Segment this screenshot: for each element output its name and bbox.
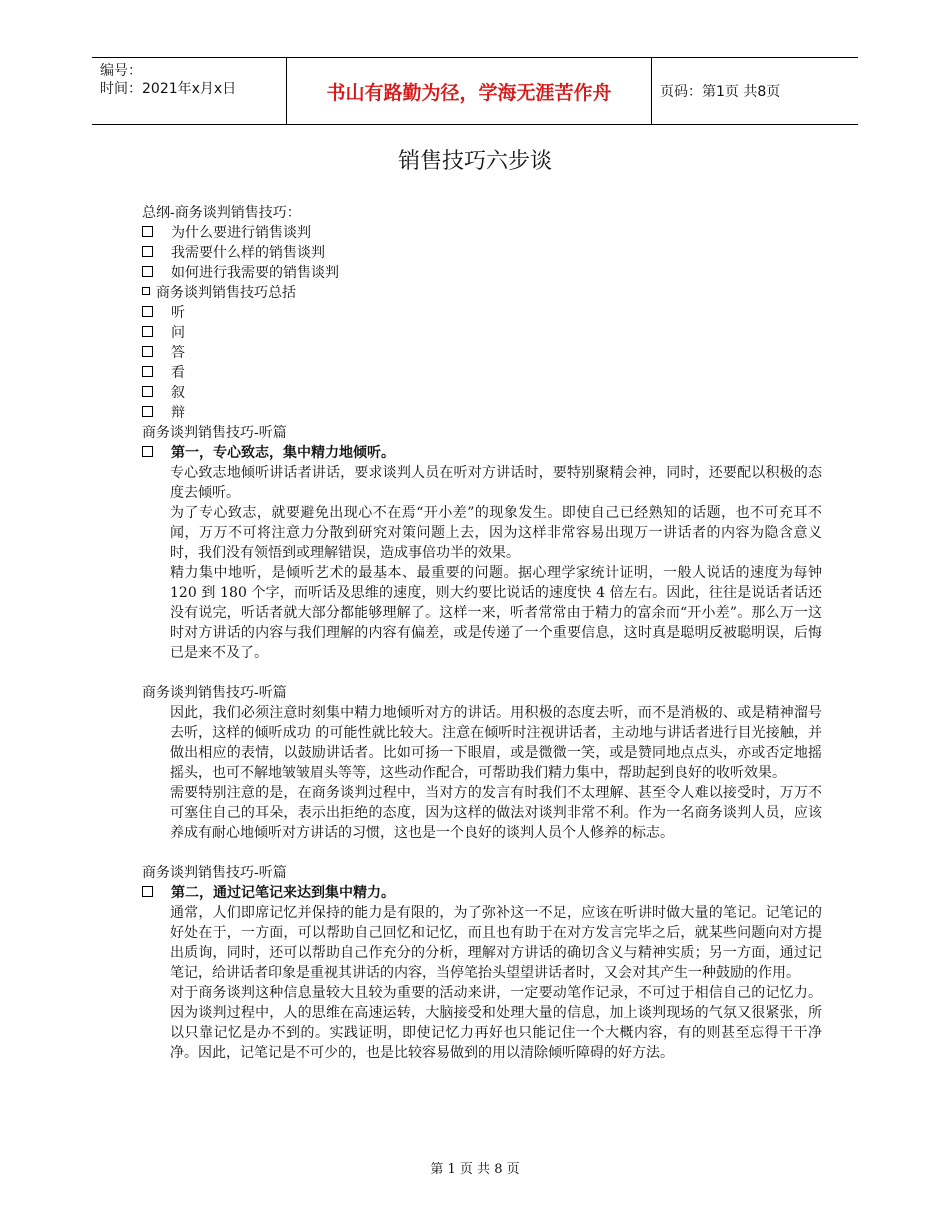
page-footer: 第 1 页 共 8 页	[430, 1162, 520, 1177]
page-header	[92, 57, 858, 125]
section-point: 第一，专心致志，集中精力地倾听。	[142, 443, 822, 463]
section-heading: 商务谈判销售技巧-听篇	[142, 425, 287, 441]
checkbox-icon	[142, 306, 153, 317]
paragraph: 需要特别注意的是，在商务谈判过程中，当对方的发言有时我们不太理解、甚至令人难以接受时，万万不可塞住自己的耳朵，表示出拒绝的态度，因为这样的做法对谈判非常不利。作为一名商务谈判人员，应该养成有耐心地倾听对方讲话的习惯，这也是一个良好的谈判人员个人修养的标志。	[170, 785, 822, 841]
checkbox-icon	[142, 346, 153, 357]
checkbox-icon	[142, 406, 153, 417]
list-item: 叙	[142, 383, 822, 403]
checkbox-icon	[142, 266, 153, 277]
list-item: 问	[142, 323, 822, 343]
list-item: 听	[142, 303, 822, 323]
checkbox-icon	[142, 287, 150, 295]
list-item: 我需要什么样的销售谈判	[142, 243, 822, 263]
header-meta	[92, 58, 286, 124]
document-body	[142, 203, 822, 1063]
list-item: 答	[142, 343, 822, 363]
paragraph: 专心致志地倾听讲话者讲话，要求谈判人员在听对方讲话时，要特别聚精会神，同时，还要配以积极的态度去倾听。	[170, 465, 822, 501]
number-label: 编号：	[100, 63, 142, 79]
checkbox-icon	[142, 446, 153, 457]
list-item: 如何进行我需要的销售谈判	[142, 263, 822, 283]
paragraph: 为了专心致志，就要避免出现心不在焉“开小差”的现象发生。即使自己已经熟知的话题，也不可充耳不闻，万万不可将注意力分散到研究对策问题上去，因为这样非常容易出现万一讲话者的内容为隐含意义时，我们没有领悟到或理解错误，造成事倍功半的效果。	[170, 505, 822, 561]
checkbox-icon	[142, 366, 153, 377]
list-item: 为什么要进行销售谈判	[142, 223, 822, 243]
paragraph: 对于商务谈判这种信息量较大且较为重要的活动来讲，一定要动笔作记录，不可过于相信自己的记忆力。因为谈判过程中，人的思维在高速运转，大脑接受和处理大量的信息，加上谈判现场的气氛又很紧张，所以只靠记忆是办不到的。实践证明，即使记忆力再好也只能记住一个大概内容，有的则甚至忘得干干净净。因此，记笔记是不可少的，也是比较容易做到的用以清除倾听障碍的好方法。	[170, 985, 822, 1061]
list-item: 辩	[142, 403, 822, 423]
section-heading: 商务谈判销售技巧-听篇	[142, 685, 287, 701]
paragraph: 精力集中地听，是倾听艺术的最基本、最重要的问题。据心理学家统计证明，一般人说话的速度为每钟 120 到 180 个字，而听话及思维的速度，则大约要比说话的速度快 4 倍左右。因此，往往是说话者话还没有说完，听话者就大部分都能够理解了。这样一来，听者常常由于精力的富余而“开小差”。那么万一这时对方讲话的内容与我们理解的内容有偏差，或是传递了一个重要信息，这时真是聪明反被聪明误，后悔已是来不及了。	[170, 565, 822, 661]
section-heading: 商务谈判销售技巧-听篇	[142, 865, 287, 881]
summary-heading: 商务谈判销售技巧总括	[142, 283, 822, 303]
section-point: 第二，通过记笔记来达到集中精力。	[142, 883, 822, 903]
checkbox-icon	[142, 326, 153, 337]
checkbox-icon	[142, 246, 153, 257]
list-item: 看	[142, 363, 822, 383]
outline-heading: 总纲-商务谈判销售技巧：	[142, 205, 301, 221]
header-motto: 书山有路勤为径，学海无涯苦作舟	[286, 58, 652, 124]
time-label: 时间：2021年x月x日	[100, 81, 237, 97]
paragraph: 因此，我们必须注意时刻集中精力地倾听对方的讲话。用积极的态度去听，而不是消极的、或是精神溜号去听，这样的倾听成功 的可能性就比较大。注意在倾听时注视讲话者，主动地与讲话者进行目光接触，并做出相应的表情，以鼓励讲话者。比如可扬一下眼眉，或是微微一笑，或是赞同地点点头，亦或否定地摇摇头，也可不解地皱皱眉头等等，这些动作配合，可帮助我们精力集中，帮助起到良好的收听效果。	[170, 705, 822, 781]
checkbox-icon	[142, 386, 153, 397]
checkbox-icon	[142, 226, 153, 237]
header-page-info: 页码：第1页 共8页	[660, 84, 781, 100]
checkbox-icon	[142, 886, 153, 897]
document-title: 销售技巧六步谈	[397, 149, 552, 174]
paragraph: 通常，人们即席记忆并保持的能力是有限的，为了弥补这一不足，应该在听讲时做大量的笔记。记笔记的好处在于，一方面，可以帮助自己回忆和记忆，而且也有助于在对方发言完毕之后，就某些问题向对方提出质询，同时，还可以帮助自己作充分的分析，理解对方讲话的确切含义与精神实质；另一方面，通过记笔记，给讲话者印象是重视其讲话的内容，当停笔抬头望望讲话者时，又会对其产生一种鼓励的作用。	[170, 905, 822, 981]
